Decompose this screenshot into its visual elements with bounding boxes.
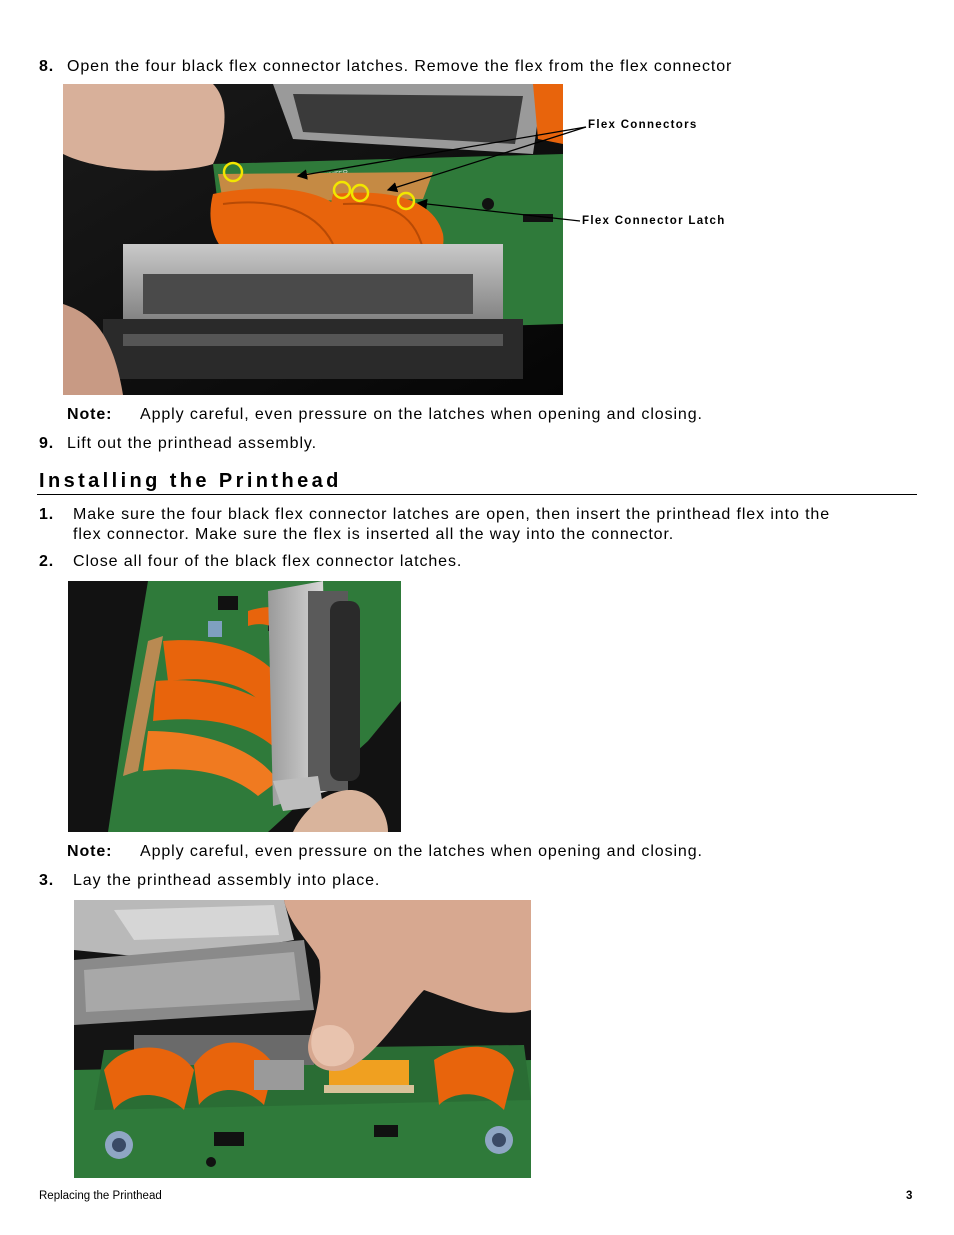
step-9 (39, 434, 317, 454)
section-heading: Installing the Printhead (39, 470, 342, 492)
note-label: Note: (67, 843, 113, 860)
step-number: 1. (39, 506, 55, 523)
photo-lay-printhead (74, 900, 531, 1178)
heading-rule (37, 494, 917, 495)
footer-title: Replacing the Printhead (39, 1190, 162, 1202)
step-text-line1: Make sure the four black flex connector latches are open, then insert the printhead flex into the (73, 506, 831, 523)
page-number: 3 (906, 1190, 913, 1202)
note-2 (67, 843, 703, 861)
step-number: 3. (39, 872, 55, 889)
install-step-3 (39, 871, 380, 891)
note-text: Apply careful, even pressure on the latches when opening and closing. (140, 406, 703, 423)
note-text: Apply careful, even pressure on the latches when opening and closing. (140, 843, 703, 860)
install-step-1 (39, 505, 830, 525)
step-text: Close all four of the black flex connector latches. (73, 553, 463, 570)
install-step-1-cont: flex connector. Make sure the flex is inserted all the way into the connector. (73, 526, 675, 543)
note-1 (67, 406, 703, 424)
note-label: Note: (67, 406, 113, 423)
step-text: Lay the printhead assembly into place. (73, 872, 381, 889)
callout-flex-connector-latch: Flex Connector Latch (582, 215, 726, 227)
step-number: 9. (39, 435, 55, 452)
callout-lines (0, 0, 954, 400)
install-step-2 (39, 552, 462, 572)
step-number: 8. (39, 58, 55, 75)
step-text: Lift out the printhead assembly. (67, 435, 317, 452)
step-text: Open the four black flex connector latches. Remove the flex from the flex connector (67, 58, 733, 75)
photo-latches-closed (68, 581, 401, 832)
callout-flex-connectors: Flex Connectors (588, 119, 698, 131)
step-number: 2. (39, 553, 55, 570)
